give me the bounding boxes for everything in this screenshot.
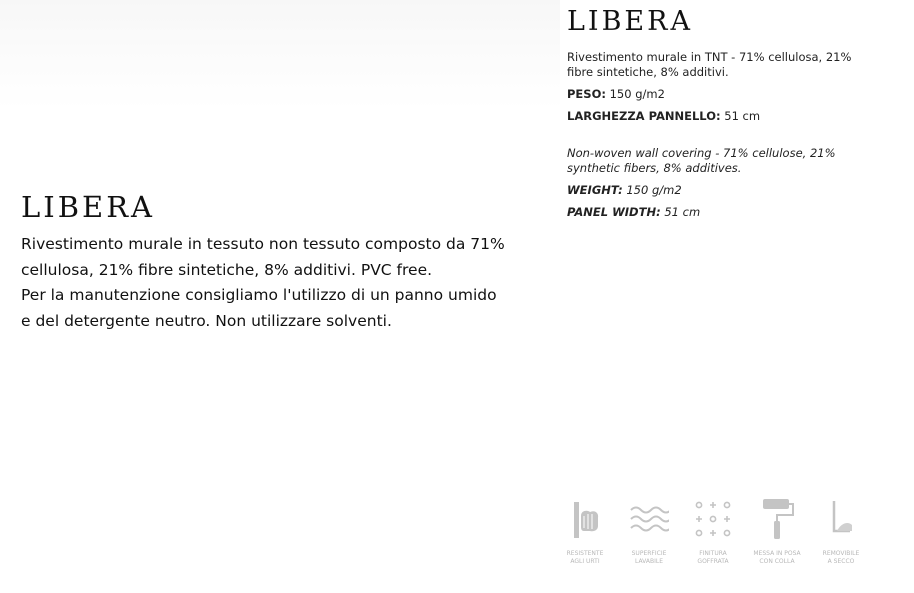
panel-width-label: PANEL WIDTH:: [567, 205, 661, 219]
feature-icons: [563, 496, 863, 566]
larghezza-label: LARGHEZZA PANNELLO:: [567, 109, 721, 123]
weight-label: WEIGHT:: [567, 183, 623, 197]
feature-embossed-finish: [691, 496, 735, 566]
header-image-fade: [0, 0, 560, 110]
description-line: e del detergente neutro. Non utilizzare solventi.: [21, 311, 392, 330]
icon-caption: MESSA IN POSA CON COLLA: [753, 550, 801, 565]
feature-washable-surface: [627, 496, 671, 566]
embossed-finish-icon: [691, 496, 735, 542]
icon-caption: REMOVIBILE A SECCO: [822, 550, 860, 565]
it-description-line-1: Rivestimento murale in TNT - 71% cellulosa, 21%: [567, 50, 852, 64]
feature-dry-removable: [819, 496, 863, 566]
feature-scratch-resistant: [563, 496, 607, 566]
en-description-line-1: Non-woven wall covering - 71% cellulose, 21%: [567, 146, 836, 160]
larghezza-spec: [567, 109, 877, 124]
product-title-small: LIBERA: [567, 6, 693, 37]
weight-spec: [567, 183, 877, 198]
peso-spec: [567, 87, 877, 102]
larghezza-value: 51 cm: [720, 109, 761, 123]
left-column: [21, 190, 551, 334]
description-line: cellulosa, 21% fibre sintetiche, 8% additivi. PVC free.: [21, 260, 433, 279]
paste-the-wall-icon: [755, 496, 799, 542]
en-description-line-2: synthetic fibers, 8% additives.: [567, 161, 742, 175]
icon-caption: FINITURA GOFFRATA: [697, 550, 729, 565]
right-column: [567, 6, 877, 220]
description-line: Rivestimento murale in tessuto non tessuto composto da 71%: [21, 235, 505, 253]
feature-paste-the-wall: [755, 496, 799, 566]
panel-width-spec: [567, 205, 877, 220]
panel-width-value: 51 cm: [660, 205, 701, 219]
dry-removable-icon: [819, 496, 863, 542]
product-title: LIBERA: [21, 190, 155, 224]
it-description-line-2: fibre sintetiche, 8% additivi.: [567, 65, 729, 79]
icon-caption: SUPERFICIE LAVABILE: [631, 550, 667, 565]
peso-label: PESO:: [567, 87, 606, 101]
weight-value: 150 g/m2: [622, 183, 682, 197]
peso-value: 150 g/m2: [605, 87, 665, 101]
description-line: Per la manutenzione consigliamo l'utilizzo di un panno umido: [21, 286, 497, 304]
washable-surface-icon: [627, 496, 671, 542]
scratch-resistant-icon: [563, 496, 607, 542]
icon-caption: RESISTENTE AGLI URTI: [566, 550, 604, 565]
